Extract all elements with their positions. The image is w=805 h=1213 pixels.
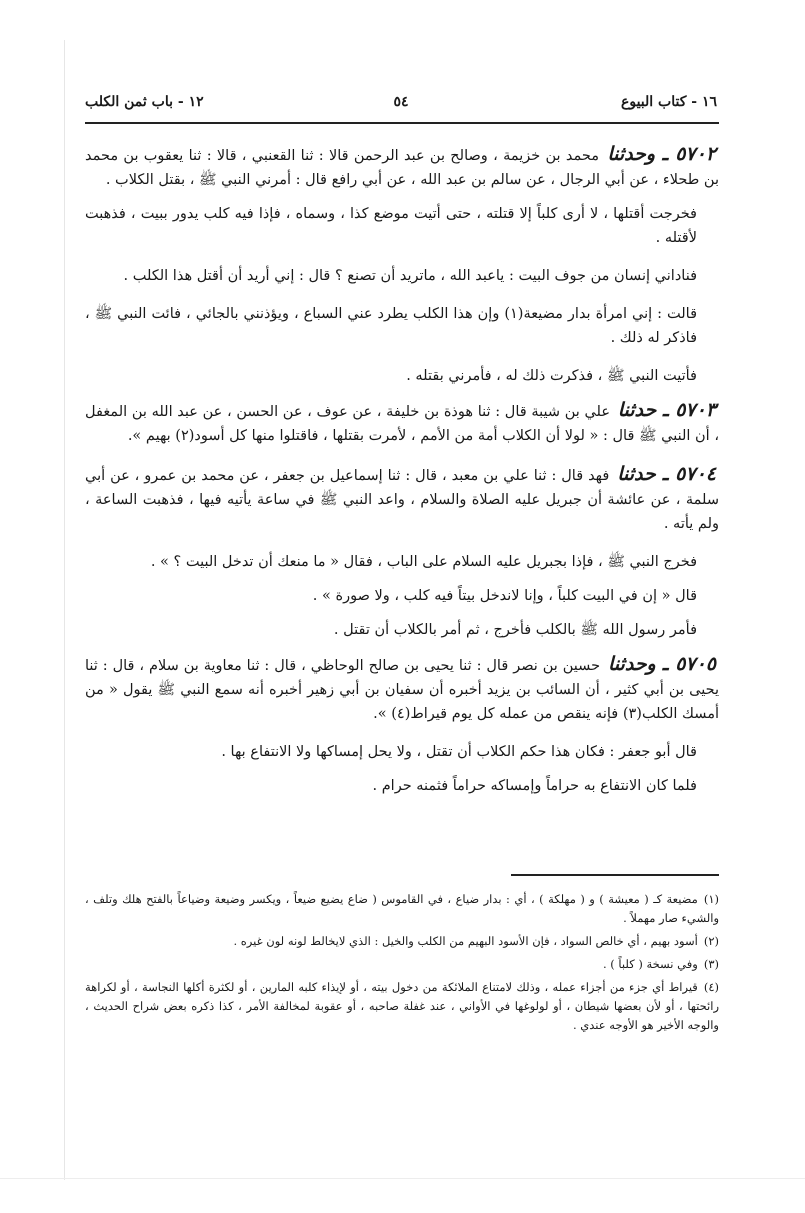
paragraph-text: فخرجت أقتلها ، لا أرى كلباً إلا قتلته ، حتى أتيت موضع كذا ، وسماه ، فإذا فيه كلب يدور ببيت ، فذهبت لأقتله . [85,206,697,246]
main-text [85,142,719,808]
hadith-number: ٥٧٠٤ ـ حدثنا [617,463,716,485]
hadith-paragraph [85,142,719,192]
page-header [85,92,717,118]
hadith-paragraph [85,462,719,536]
paragraph-text: حسين بن نصر قال : ثنا يحيى بن صالح الوحاظي ، قال : ثنا معاوية بن سلام ، قال : ثنا يحيى بن أبي كثير ، أن السائب بن يزيد أخبره أن سفيان بن أبي زهير أخبره أنه سمع النبي ﷺ يقول « من أمسك الكلب(٣) فإنه ينقص من عمله كل يوم قيراط(٤) ». [85,658,719,722]
binding-margin-line [64,40,65,1180]
paragraph [85,302,719,350]
paragraph [85,364,719,388]
paragraph-text: فخرج النبي ﷺ ، فإذا بجبريل عليه السلام على الباب ، فقال « ما منعك أن تدخل البيت ؟ » . [150,554,697,570]
paragraph-text: قال « إن في البيت كلباً ، وإنا لاندخل بيتاً فيه كلب ، ولا صورة » . [312,588,697,604]
hadith-paragraph [85,398,719,448]
footnote-number: (٢) [703,934,719,948]
paragraph [85,774,719,798]
footnote [85,978,719,1035]
paragraph-text: محمد بن خزيمة ، وصالح بن عبد الرحمن قالا : ثنا القعنبي ، قالا : ثنا يعقوب بن محمد بن طحلاء ، عن أبي الرجال ، عن سالم بن عبد الله ، عن أبي رافع قال : أمرني النبي ﷺ ، بقتل الكلاب . [85,148,719,188]
page-number: ٥٤ [393,94,409,110]
paragraph-text: قالت : إني امرأة بدار مضيعة(١) وإن هذا الكلب يطرد عني السباع ، ويؤذنني بالجائي ، فائت النبي ﷺ ، فاذكر له ذلك . [85,306,698,346]
paragraph-text: فناداني إنسان من جوف البيت : ياعبد الله ، ماتريد أن تصنع ؟ قال : إني أريد أن أقتل هذا الكلب . [123,268,697,284]
footnote-text: وفي نسخة ( كلباً ) . [602,957,698,971]
footnote [85,955,719,974]
paragraph [85,584,719,608]
paragraph [85,202,719,250]
paragraph-text: فهد قال : ثنا علي بن معبد ، قال : ثنا إسماعيل بن جعفر ، عن محمد بن عمرو ، عن أبي سلمة ، عن عائشة أن جبريل عليه الصلاة والسلام ، واعد النبي ﷺ في ساعة يأتيه فيها ، فذهبت الساعة ، ولم يأته . [85,468,719,532]
header-divider [85,122,719,124]
paragraph-text: قال أبو جعفر : فكان هذا حكم الكلاب أن تقتل ، ولا يحل إمساكها ولا الانتفاع بها . [221,744,697,760]
footnote [85,932,719,951]
footnote-divider [511,874,719,876]
paragraph [85,550,719,574]
chapter-title: ١٢ - باب ثمن الكلب [85,94,204,110]
footnote-text: قيراط أي جزء من أجزاء عمله ، وذلك لامتناع الملائكة من دخول بيته ، أو لإيذاء كلبه المارين ، أو لكثرة أكلها النجاسة ، أو لكراهة رائحتها ، أو لأن بعضها شيطان ، أو لولوغها في الأواني ، عند غفلة صاحبه ، أو عقوبة لمخالفة الأمر ، كذا ذكره بعض شراح الحديث ، والوجه الأخير هو الأوجه عندي . [85,980,719,1032]
paragraph [85,740,719,764]
book-title: ١٦ - كتاب البيوع [620,94,717,110]
paragraph-text: فأتيت النبي ﷺ ، فذكرت ذلك له ، فأمرني بقتله . [406,368,697,384]
hadith-number: ٥٧٠٥ ـ وحدثنا [608,653,717,675]
paragraph [85,264,719,288]
paragraph-text: فلما كان الانتفاع به حراماً وإمساكه حراماً فثمنه حرام . [372,778,697,794]
scan-edge-line [0,1178,805,1179]
footnote-text: أسود بهيم ، أي خالص السواد ، فإن الأسود البهيم من الكلب والخيل : الذي لايخالط لونه لون غيره . [233,934,698,948]
hadith-paragraph [85,652,719,726]
hadith-number: ٥٧٠٣ ـ حدثنا [617,399,717,421]
paragraph-text: فأمر رسول الله ﷺ بالكلب فأخرج ، ثم أمر بالكلاب أن تقتل . [333,622,697,638]
footnote-number: (٤) [703,980,719,994]
footnote-number: (٣) [703,957,719,971]
hadith-number: ٥٧٠٢ ـ وحدثنا [607,143,717,165]
footnote [85,890,719,928]
paragraph-text: علي بن شيبة قال : ثنا هوذة بن خليفة ، عن عوف ، عن الحسن ، عن عبد الله بن المغفل ، أن النبي ﷺ قال : « لولا أن الكلاب أمة من الأمم ، لأمرت بقتلها ، فاقتلوا منها كل أسود(٢) بهيم ». [85,404,719,444]
footnote-text: مضيعة كـ ( معيشة ) و ( مهلكة ) ، أي : بدار ضياع ، في القاموس ( ضاع يضيع ضيعاً ، ويكسر وضيعة وضياعاً بالفتح هلك وتلف ، والشيء صار مهملاً . [85,892,719,925]
footnote-number: (١) [703,892,719,906]
footnotes [85,890,719,1039]
paragraph [85,618,719,642]
